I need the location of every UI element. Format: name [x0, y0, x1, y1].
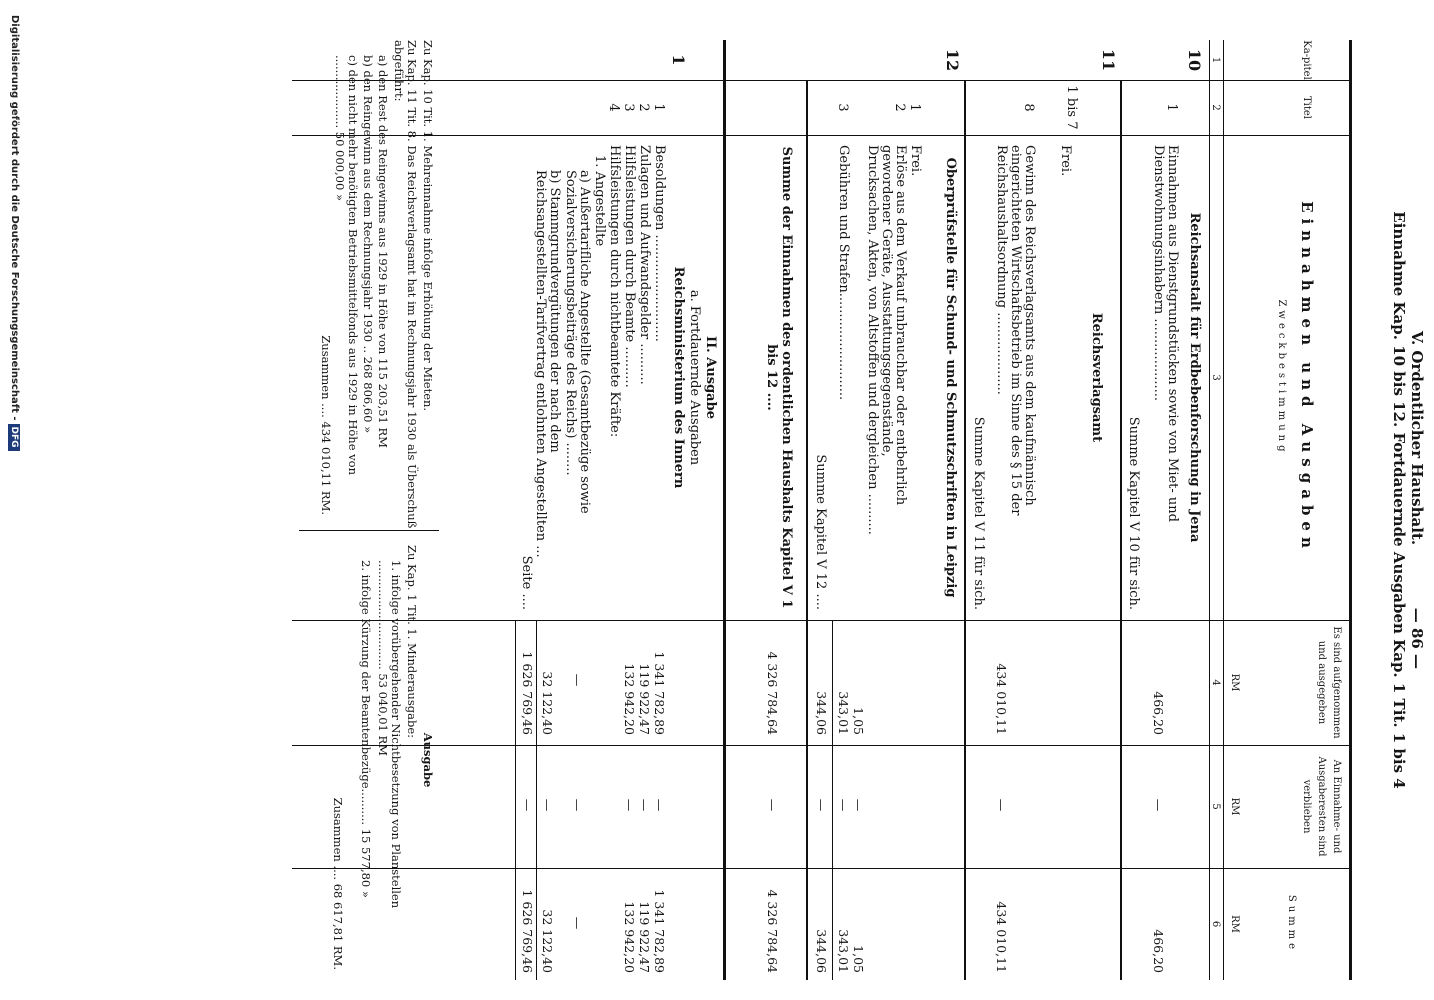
kap12-titel-1: 1 [907, 103, 922, 112]
col-divider [292, 868, 1352, 869]
ausgabe-seite: Seite .... [519, 555, 534, 610]
kap12-titel-3: 3 [835, 103, 850, 112]
col-divider [292, 745, 1352, 746]
colnum-2: 2 [1210, 104, 1221, 111]
col-divider [292, 620, 1352, 621]
ausgabe-item-2: Zulagen und Aufwandsgelder .......... [637, 145, 652, 385]
colnum-1: 1 [1210, 56, 1221, 64]
rule [723, 40, 726, 980]
col-header-6: Summe [1286, 894, 1297, 954]
kap12-item-1: Frei. [908, 145, 923, 177]
kap12-item-2-amount-6: 1,05 [851, 945, 866, 973]
dfg-logo: DFG [8, 424, 20, 451]
kapitel-12: 12 [943, 48, 962, 72]
kap12-item-3-amount-4: 343,01 [836, 691, 851, 735]
kap12-titel-2: 2 [892, 103, 907, 112]
ausgabe-item-4b-amount-5: — [540, 798, 555, 812]
colnum-6: 6 [1210, 920, 1221, 928]
ausgabe-item-4b: b) Stammgrundvergütungen der nach dem Reichsangestellten-Tarifvertrag entlohnten Angestellten ... [533, 170, 562, 558]
credit-text: Digitalisierung gefördert durch die Deutsche Forschungsgemeinschaft - [9, 15, 20, 421]
col-header-4: Es sind aufgenommen und ausgegeben [1316, 626, 1342, 739]
footnote-zusammen-right: Zusammen .... 68 617,81 RM. [331, 797, 345, 970]
kapitel-11: 11 [1099, 48, 1118, 72]
ausgabe-item-3-amount-5: — [622, 798, 637, 812]
rule [806, 80, 808, 980]
ausgabe-item-1-amount-6: 1 341 782,89 [652, 889, 667, 973]
ausgabe-item-4a-amount-4: — [570, 673, 585, 687]
kap10-amount-4: 466,20 [1151, 691, 1166, 735]
kap12-summe-amount-4: 344,06 [814, 691, 829, 735]
colnum-4: 4 [1210, 679, 1221, 686]
page-number: — 86 — [1408, 607, 1426, 670]
ausgabe-item-2-amount-4: 119 922,47 [637, 663, 652, 735]
page-header [1408, 0, 1426, 1000]
ausgabe-item-4b-amount-6: 32 122,40 [540, 909, 555, 973]
ausgabe-seite-amount-5: — [520, 798, 535, 812]
kap10-titel: 1 [1164, 103, 1179, 112]
kap10-text: Einnahmen aus Dienstgrundstücken sowie von Miet- und Dienstwohnungsinhabern .................... [1151, 145, 1180, 522]
kap12-summe: Summe Kapitel V 12 .... [813, 454, 828, 610]
page-title: Einnahme Kap. 10 bis 12. Fortdauernde Ausgaben Kap. 1 Tit. 1 bis 4 [1390, 211, 1408, 789]
kap12-item-3-amount-6: 343,01 [836, 929, 851, 973]
kap12-item-2: Erlöse aus dem Verkauf unbrauchbar oder entbehrlich gewordener Geräte, Ausstattungsgegenstände, Drucksachen, Akten, von Altstoffen und dergleichen .......... [865, 145, 908, 535]
kap12-summe-amount-5: — [814, 798, 829, 812]
ausgabe-titel-1: 1 [651, 103, 666, 112]
ausgabe-item-1: Besoldungen .......................... [652, 145, 667, 342]
table-top-rule [1349, 40, 1352, 980]
col-header-5: An Einnahme- und Ausgaberesten sind verblieben [1301, 756, 1342, 857]
kap11-heading: Reichsverlagsamt [1089, 312, 1104, 443]
header-section: V. Ordentlicher Haushalt. [1408, 330, 1426, 546]
ausgabe-item-4a-amount-6: — [570, 916, 585, 930]
kap11-frei: Frei. [1058, 145, 1073, 177]
summe-einnahmen-amount-4: 4 326 784,64 [765, 651, 780, 735]
col-header-4-unit: RM [1229, 673, 1240, 692]
summe-einnahmen-amount-6: 4 326 784,64 [765, 889, 780, 973]
kap12-item-2-amount-4: 1,05 [851, 707, 866, 735]
ausgabe-item-4: Hilfsleistungen durch nichtbeamtete Kräfte: [607, 145, 622, 438]
footnote-kap11-a: a) den Rest des Reingewinns aus 1929 in Höhe von 115 203,51 RM [376, 55, 390, 448]
kap11-summe: Summe Kapitel V 11 für sich. [971, 416, 986, 610]
ausgabe-item-2-amount-6: 119 922,47 [637, 901, 652, 973]
footnote-ausgabe-2: 2. infolge Kürzung der Beamtenbezüge.......... 15 577,80 » [359, 560, 373, 898]
kap11-amount-5: — [994, 798, 1009, 812]
footnote-kap11-c: c) den nicht mehr benötigten Betriebsmittelfonds aus 1929 in Höhe von .................... 50 000,00 » [333, 55, 360, 476]
summe-einnahmen-amount-5: — [765, 798, 780, 812]
rule [964, 80, 966, 980]
footnote-kap11: Zu Kap. 11 Tit. 8. Das Reichsverlagsamt hat im Rechnungsjahr 1930 als Überschuß abgeführt: [392, 40, 419, 529]
ausgabe-item-4-sub: 1. Angestellte [592, 155, 607, 247]
header-rule [1223, 40, 1224, 980]
ausgabe-item-1-amount-5: — [652, 798, 667, 812]
ausgabe-item-2-amount-5: — [637, 798, 652, 812]
rule [536, 620, 537, 980]
ausgabe-titel-4: 4 [606, 103, 621, 112]
ausgabe-item-1-amount-4: 1 341 782,89 [652, 651, 667, 735]
kap10-heading: Reichsanstalt für Erdbebenforschung in Jena [1187, 212, 1202, 543]
footnote-ausgabe-1: 1. infolge vorübergehender Nichtbesetzung von Planstellen .............................. 53 040,01 RM [376, 560, 403, 909]
col-header-5-unit: RM [1229, 797, 1240, 816]
ausgabe-seite-amount-4: 1 626 769,46 [520, 651, 535, 735]
kap11-amount-4: 434 010,11 [994, 663, 1009, 735]
col-header-zweck: Zweckbestimmung [1276, 299, 1287, 456]
rule [832, 620, 833, 980]
rule [1120, 80, 1122, 980]
ausgabe-item-3: Hilfsleistungen durch Beamte .......... [622, 145, 637, 388]
col-header-6-unit: RM [1229, 915, 1240, 933]
ausgabe-ministerium: Reichsministerium des Innern [671, 266, 686, 489]
ausgabe-item-4a: a) Außertarifliche Angestellte (Gesamtbezüge sowie Sozialversicherungsbeiträge des Reichs) ........ [563, 170, 592, 514]
kap11-titel-8: 8 [1021, 103, 1036, 112]
ausgabe-subheading: a. Fortdauernde Ausgaben [687, 289, 702, 466]
kap10-amount-6: 466,20 [1151, 929, 1166, 973]
kap12-item-3: Gebühren und Strafen.......................... [836, 145, 851, 401]
footnote-zusammen-left: Zusammen .... 434 010,11 RM. [319, 335, 333, 515]
kap10-amount-5: — [1151, 798, 1166, 812]
col-header-titel: Titel [1301, 95, 1312, 119]
ausgabe-titel-3: 3 [621, 103, 636, 112]
kap12-heading: Oberprüfstelle für Schund- und Schmutzschriften in Leipzig [943, 157, 958, 598]
ausgabe-kapitel-1: 1 [669, 54, 688, 66]
ausgabe-item-4b-amount-4: 32 122,40 [540, 671, 555, 735]
footnote-ausgabe-kap1: Zu Kap. 1 Tit. 1. Minderausgabe: [405, 545, 419, 739]
footnote-ausgabe-heading: Ausgabe [421, 732, 435, 788]
ausgabe-seite-amount-6: 1 626 769,46 [520, 889, 535, 973]
footnote-kap10: Zu Kap. 10 Tit. 1. Mehreinnahme infolge Erhöhung der Mieten. [421, 40, 435, 412]
kap12-summe-amount-6: 344,06 [814, 929, 829, 973]
footnote-divider [299, 530, 439, 531]
ausgabe-item-3-amount-6: 132 942,20 [622, 901, 637, 973]
rule [515, 620, 516, 980]
kap12-item-2-amount-5: — [851, 798, 866, 812]
footnote-kap11-b: b) den Reingewinn aus dem Rechnungsjahr 1930 .. 268 806,60 » [361, 55, 375, 434]
kap11-amount-6: 434 010,11 [994, 901, 1009, 973]
kap10-summe: Summe Kapitel V 10 für sich. [1126, 416, 1141, 610]
colnum-3: 3 [1210, 374, 1221, 381]
colnum-5: 5 [1210, 803, 1221, 810]
ausgabe-heading: II. Ausgabe [703, 336, 718, 419]
digitization-credit [8, 15, 20, 451]
col-header-main: Einnahmen und Ausgaben [1298, 201, 1316, 554]
col-divider [292, 80, 1352, 81]
ausgabe-titel-2: 2 [636, 103, 651, 112]
kapitel-10: 10 [1185, 48, 1204, 72]
ausgabe-item-3-amount-4: 132 942,20 [622, 663, 637, 735]
kap11-titel-range: 1 bis 7 [1064, 85, 1079, 130]
kap11-text: Gewinn des Reichsverlagsamts aus dem kaufmännisch eingerichteten Wirtschaftsbetrieb im Sinne des § 15 der Reichshaushaltsordnung .................... [994, 145, 1037, 516]
ausgabe-item-4a-amount-5: — [570, 798, 585, 812]
summe-einnahmen: Summe der Einnahmen des ordentlichen Haushalts Kapitel V 1 bis 12 .... [764, 146, 794, 609]
col-header-kapitel: Ka-pitel [1301, 40, 1312, 80]
kap12-item-3-amount-5: — [836, 798, 851, 812]
